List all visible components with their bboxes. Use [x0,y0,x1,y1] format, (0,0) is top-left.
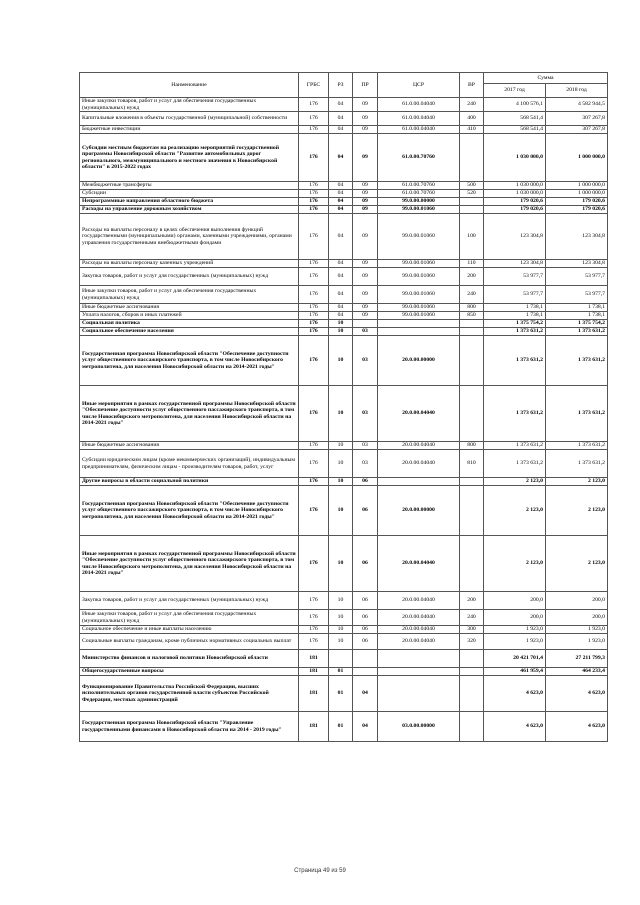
cell-vr: 800 [460,304,484,312]
cell-rz: 01 [329,712,353,742]
cell-grbs: 176 [299,486,329,536]
cell-vr: 240 [460,610,484,626]
table-row [80,126,608,134]
cell-sum-2017: 1 373 631,2 [484,442,546,450]
cell-csr: 61.0.00.04040 [378,126,460,134]
cell-csr: 61.0.00.04040 [378,98,460,112]
cell-grbs: 176 [299,134,329,182]
cell-name: Социальное обеспечение населения [80,328,299,336]
table-row [80,592,608,610]
cell-name: Субсидии [80,190,299,198]
cell-grbs: 176 [299,126,329,134]
table-row [80,668,608,676]
cell-name: Социальная политика [80,320,299,328]
table-row [80,650,608,668]
cell-grbs: 176 [299,312,329,320]
cell-sum-2018: 1 375 754,2 [546,320,608,328]
cell-grbs: 176 [299,198,329,206]
table-row [80,386,608,442]
cell-pr: 09 [353,304,378,312]
cell-rz: 10 [329,536,353,592]
cell-grbs: 181 [299,676,329,712]
cell-vr: 320 [460,634,484,650]
cell-rz: 04 [329,268,353,286]
cell-csr: 20.0.00.04040 [378,626,460,634]
cell-pr: 09 [353,98,378,112]
table-row [80,442,608,450]
cell-pr: 09 [353,134,378,182]
cell-name: Закупка товаров, работ и услуг для государственных (муниципальных) нужд [80,592,299,610]
cell-vr [460,668,484,676]
cell-name: Расходы на управление дорожным хозяйством [80,206,299,214]
cell-vr: 240 [460,286,484,304]
cell-rz: 10 [329,450,353,478]
cell-name: Иные закупки товаров, работ и услуг для обеспечения государственных (муниципальных) нужд [80,610,299,626]
cell-sum-2018: 179 020,6 [546,198,608,206]
cell-sum-2018: 4 623,0 [546,676,608,712]
cell-name: Государственная программа Новосибирской области "Обеспечение доступности услуг общественного пассажирского транспорта, в том числе Новосибирского метрополитена, для населения Новосибирской области на 2014-2021 годы" [80,486,299,536]
cell-pr [353,320,378,328]
cell-vr [460,320,484,328]
cell-sum-2018: 1 373 631,2 [546,386,608,442]
cell-vr [460,206,484,214]
cell-vr: 300 [460,626,484,634]
cell-csr [378,668,460,676]
cell-csr: 99.0.00.01060 [378,268,460,286]
budget-table-body [80,98,608,742]
cell-grbs: 176 [299,336,329,386]
cell-rz: 04 [329,182,353,190]
cell-rz: 04 [329,312,353,320]
cell-pr: 06 [353,626,378,634]
cell-csr: 20.0.00.04040 [378,386,460,442]
cell-sum-2017: 568 541,4 [484,126,546,134]
cell-csr: 61.0.00.70760 [378,190,460,198]
cell-name: Государственная программа Новосибирской области "Обеспечение доступности услуг общественного пассажирского транспорта, в том числе Новосибирского метрополитена, для населения Новосибирской области на 2014-2021 годы" [80,336,299,386]
table-row [80,182,608,190]
table-row [80,676,608,712]
cell-sum-2017: 1 030 000,0 [484,182,546,190]
cell-grbs: 176 [299,286,329,304]
cell-csr [378,478,460,486]
cell-rz: 04 [329,206,353,214]
cell-name: Иные закупки товаров, работ и услуг для обеспечения государственных (муниципальных) нужд [80,286,299,304]
table-row [80,320,608,328]
cell-grbs: 176 [299,386,329,442]
cell-grbs: 176 [299,536,329,592]
table-row [80,312,608,320]
cell-vr: 110 [460,260,484,268]
cell-sum-2017: 1 373 631,2 [484,450,546,478]
cell-csr: 99.0.00.01060 [378,206,460,214]
cell-pr: 09 [353,214,378,260]
cell-pr: 09 [353,126,378,134]
cell-sum-2018: 4 582 944,5 [546,98,608,112]
cell-sum-2018: 27 211 799,3 [546,650,608,668]
cell-rz: 10 [329,610,353,626]
cell-vr: 520 [460,190,484,198]
cell-sum-2018: 1 000 000,0 [546,190,608,198]
cell-name: Иные мероприятия в рамках государственной программы Новосибирской области "Обеспечение доступности услуг общественного пассажирского транспорта, в том числе Новосибирского метрополитена, для населения Новосибирской области на 2014-2021 годы" [80,386,299,442]
cell-sum-2018: 123 304,8 [546,260,608,268]
cell-rz: 10 [329,320,353,328]
cell-csr: 99.0.00.00000 [378,198,460,206]
cell-name: Межбюджетные трансферты [80,182,299,190]
cell-csr: 03.0.00.00000 [378,712,460,742]
cell-pr: 09 [353,268,378,286]
cell-vr: 200 [460,592,484,610]
cell-vr: 240 [460,98,484,112]
cell-vr: 200 [460,268,484,286]
cell-vr [460,336,484,386]
cell-pr: 09 [353,182,378,190]
table-row [80,536,608,592]
cell-sum-2018: 53 977,7 [546,268,608,286]
cell-rz: 04 [329,134,353,182]
cell-rz: 04 [329,214,353,260]
cell-pr: 06 [353,486,378,536]
cell-name: Другие вопросы в области социальной политики [80,478,299,486]
cell-grbs: 176 [299,304,329,312]
cell-sum-2018: 200,0 [546,610,608,626]
cell-csr: 20.0.00.04040 [378,450,460,478]
table-row [80,134,608,182]
cell-rz: 10 [329,478,353,486]
cell-sum-2018: 4 623,0 [546,712,608,742]
table-row [80,286,608,304]
cell-grbs: 176 [299,182,329,190]
cell-sum-2017: 123 304,8 [484,260,546,268]
cell-vr [460,712,484,742]
cell-pr: 03 [353,386,378,442]
cell-sum-2017: 1 373 631,2 [484,386,546,442]
table-row [80,634,608,650]
cell-pr [353,668,378,676]
cell-pr: 06 [353,610,378,626]
cell-sum-2017: 179 020,6 [484,206,546,214]
cell-vr: 810 [460,450,484,478]
cell-rz: 01 [329,676,353,712]
cell-vr: 800 [460,442,484,450]
table-row [80,98,608,112]
budget-table [79,72,608,742]
cell-rz: 04 [329,112,353,126]
cell-name: Министерство финансов и налоговой политики Новосибирской области [80,650,299,668]
cell-sum-2018: 1 923,0 [546,634,608,650]
cell-grbs: 181 [299,668,329,676]
cell-pr: 09 [353,190,378,198]
cell-rz: 01 [329,668,353,676]
cell-name: Иные бюджетные ассигнования [80,442,299,450]
cell-pr [353,650,378,668]
cell-rz: 10 [329,442,353,450]
cell-vr: 410 [460,126,484,134]
table-row [80,206,608,214]
cell-sum-2017: 461 959,4 [484,668,546,676]
cell-sum-2018: 2 123,0 [546,536,608,592]
cell-name: Капитальные вложения в объекты государственной (муниципальной) собственности [80,112,299,126]
cell-grbs: 176 [299,634,329,650]
table-row [80,336,608,386]
cell-vr [460,386,484,442]
cell-pr: 09 [353,198,378,206]
cell-rz: 04 [329,304,353,312]
cell-rz: 10 [329,336,353,386]
cell-csr: 61.0.00.70760 [378,182,460,190]
cell-rz: 10 [329,386,353,442]
cell-vr: 100 [460,214,484,260]
cell-sum-2018: 1 373 631,2 [546,336,608,386]
cell-sum-2017: 2 123,0 [484,478,546,486]
cell-vr [460,650,484,668]
cell-pr: 06 [353,592,378,610]
cell-pr: 04 [353,712,378,742]
cell-csr: 20.0.00.04040 [378,592,460,610]
cell-sum-2018: 1 738,1 [546,304,608,312]
cell-sum-2018: 464 233,4 [546,668,608,676]
cell-grbs: 176 [299,626,329,634]
cell-grbs: 176 [299,610,329,626]
cell-sum-2018: 307 267,8 [546,126,608,134]
cell-rz: 04 [329,260,353,268]
cell-grbs: 176 [299,112,329,126]
table-row [80,198,608,206]
cell-pr: 03 [353,328,378,336]
cell-sum-2017: 1 923,0 [484,634,546,650]
cell-name: Социальное обеспечение и иные выплаты населению [80,626,299,634]
cell-sum-2018: 1 373 631,2 [546,328,608,336]
cell-name: Субсидии юридическим лицам (кроме некоммерческих организаций), индивидуальным предпринимателям, физическим лицам - производителям товаров, работ, услуг [80,450,299,478]
cell-sum-2018: 1 373 631,2 [546,450,608,478]
cell-rz: 04 [329,126,353,134]
table-row [80,190,608,198]
header-rz: РЗ [329,73,353,98]
cell-csr: 20.0.00.04040 [378,442,460,450]
cell-sum-2017: 1 738,1 [484,304,546,312]
cell-grbs: 176 [299,592,329,610]
cell-sum-2018: 1 373 631,2 [546,442,608,450]
cell-rz: 10 [329,626,353,634]
header-year-2017: 2017 год [484,84,546,98]
cell-rz: 10 [329,634,353,650]
cell-pr: 04 [353,676,378,712]
cell-grbs: 176 [299,320,329,328]
table-row [80,112,608,126]
cell-sum-2018: 53 977,7 [546,286,608,304]
cell-sum-2017: 1 738,1 [484,312,546,320]
cell-grbs: 176 [299,268,329,286]
cell-name: Социальные выплаты гражданам, кроме публичных нормативных социальных выплат [80,634,299,650]
cell-pr: 09 [353,260,378,268]
cell-sum-2017: 53 977,7 [484,286,546,304]
table-row [80,486,608,536]
cell-name: Субсидии местным бюджетам на реализацию мероприятий государственной программы Новосибирской области "Развитие автомобильных дорог регионального, межмуниципального и местного значения в Новосибирской области" в 2015-2022 годах [80,134,299,182]
table-row [80,712,608,742]
cell-csr: 99.0.00.01060 [378,304,460,312]
cell-csr: 20.0.00.00000 [378,336,460,386]
cell-sum-2018: 200,0 [546,592,608,610]
cell-sum-2017: 123 304,8 [484,214,546,260]
cell-sum-2017: 1 373 631,2 [484,336,546,386]
table-row [80,610,608,626]
table-row [80,268,608,286]
cell-vr: 400 [460,112,484,126]
cell-sum-2017: 1 030 000,0 [484,134,546,182]
table-row [80,214,608,260]
cell-pr: 03 [353,336,378,386]
cell-sum-2018: 1 000 000,0 [546,134,608,182]
cell-sum-2018: 179 020,6 [546,206,608,214]
cell-vr [460,676,484,712]
cell-vr: 850 [460,312,484,320]
cell-vr: 500 [460,182,484,190]
cell-rz: 04 [329,98,353,112]
cell-csr: 20.0.00.04040 [378,610,460,626]
cell-sum-2017: 20 421 701,4 [484,650,546,668]
cell-name: Уплата налогов, сборов и иных платежей [80,312,299,320]
cell-sum-2017: 179 020,6 [484,198,546,206]
cell-name: Государственная программа Новосибирской области "Управление государственными финансами в Новосибирской области на 2014 - 2019 годы" [80,712,299,742]
cell-sum-2017: 1 030 000,0 [484,190,546,198]
cell-name: Иные закупки товаров, работ и услуг для обеспечения государственных (муниципальных) нужд [80,98,299,112]
cell-csr: 61.0.00.70760 [378,134,460,182]
cell-pr: 06 [353,634,378,650]
header-pr: ПР [353,73,378,98]
cell-name: Бюджетные инвестиции [80,126,299,134]
cell-sum-2017: 53 977,7 [484,268,546,286]
cell-csr: 99.0.00.01060 [378,260,460,268]
cell-sum-2018: 1 738,1 [546,312,608,320]
cell-rz: 04 [329,198,353,206]
cell-pr: 09 [353,206,378,214]
cell-csr [378,328,460,336]
cell-sum-2018: 1 000 000,0 [546,182,608,190]
cell-rz [329,650,353,668]
cell-sum-2018: 2 123,0 [546,486,608,536]
cell-sum-2017: 200,0 [484,592,546,610]
cell-csr: 99.0.00.01060 [378,312,460,320]
table-row [80,626,608,634]
cell-pr: 03 [353,450,378,478]
cell-grbs: 181 [299,650,329,668]
cell-sum-2018: 307 267,8 [546,112,608,126]
cell-sum-2017: 1 375 754,2 [484,320,546,328]
cell-csr: 20.0.00.00000 [378,486,460,536]
cell-name: Закупка товаров, работ и услуг для государственных (муниципальных) нужд [80,268,299,286]
cell-name: Расходы на выплаты персоналу в целях обеспечения выполнения функций государственными (муниципальными) органами, казенными учреждениями, органами управления государственными внебюджетными фондами [80,214,299,260]
cell-name: Иные бюджетные ассигнования [80,304,299,312]
cell-name: Общегосударственные вопросы [80,668,299,676]
cell-vr [460,536,484,592]
cell-vr [460,486,484,536]
page-number: Страница 49 из 59 [294,868,346,874]
cell-grbs: 176 [299,214,329,260]
cell-grbs: 176 [299,260,329,268]
cell-rz: 04 [329,190,353,198]
cell-sum-2018: 2 123,0 [546,478,608,486]
cell-sum-2017: 4 623,0 [484,712,546,742]
cell-csr: 99.0.00.01060 [378,214,460,260]
cell-csr [378,320,460,328]
table-row [80,478,608,486]
table-row [80,328,608,336]
cell-name: Функционирование Правительства Российской Федерации, высших исполнительных органов государственной власти субъектов Российской Федерации, местных администраций [80,676,299,712]
cell-vr [460,328,484,336]
cell-grbs: 176 [299,190,329,198]
cell-name: Иные мероприятия в рамках государственной программы Новосибирской области "Обеспечение доступности услуг общественного пассажирского транспорта, в том числе Новосибирского метрополитена, для населения Новосибирской области на 2014-2021 годы" [80,536,299,592]
cell-pr: 06 [353,536,378,592]
cell-pr: 09 [353,312,378,320]
header-grbs: ГРБС [299,73,329,98]
cell-csr [378,676,460,712]
header-name: Наименование [80,73,299,98]
cell-sum-2018: 123 304,8 [546,214,608,260]
cell-vr [460,478,484,486]
cell-rz: 04 [329,286,353,304]
cell-grbs: 181 [299,712,329,742]
cell-sum-2017: 2 123,0 [484,536,546,592]
cell-pr: 09 [353,286,378,304]
cell-sum-2017: 1 373 631,2 [484,328,546,336]
cell-grbs: 176 [299,328,329,336]
cell-grbs: 176 [299,478,329,486]
header-vr: ВР [460,73,484,98]
cell-grbs: 176 [299,450,329,478]
header-csr: ЦСР [378,73,460,98]
header-sum: Сумма [484,73,608,84]
table-row [80,260,608,268]
cell-csr: 20.0.00.04040 [378,634,460,650]
cell-sum-2017: 4 623,0 [484,676,546,712]
cell-pr: 09 [353,112,378,126]
cell-rz: 10 [329,592,353,610]
cell-sum-2017: 2 123,0 [484,486,546,536]
cell-pr: 06 [353,478,378,486]
cell-csr: 20.0.00.04040 [378,536,460,592]
cell-grbs: 176 [299,442,329,450]
cell-name: Расходы на выплаты персоналу казенных учреждений [80,260,299,268]
cell-pr: 03 [353,442,378,450]
cell-name: Непрограммные направления областного бюджета [80,198,299,206]
cell-sum-2017: 1 923,0 [484,626,546,634]
cell-sum-2017: 4 100 576,1 [484,98,546,112]
cell-grbs: 176 [299,206,329,214]
cell-csr [378,650,460,668]
table-row [80,450,608,478]
cell-sum-2017: 200,0 [484,610,546,626]
cell-grbs: 176 [299,98,329,112]
cell-csr: 99.0.00.01060 [378,286,460,304]
cell-rz: 10 [329,328,353,336]
cell-sum-2017: 568 541,4 [484,112,546,126]
cell-csr: 61.0.00.04040 [378,112,460,126]
cell-vr [460,134,484,182]
table-row [80,304,608,312]
header-year-2018: 2018 год [546,84,608,98]
cell-rz: 10 [329,486,353,536]
cell-vr [460,198,484,206]
cell-sum-2018: 1 923,0 [546,626,608,634]
